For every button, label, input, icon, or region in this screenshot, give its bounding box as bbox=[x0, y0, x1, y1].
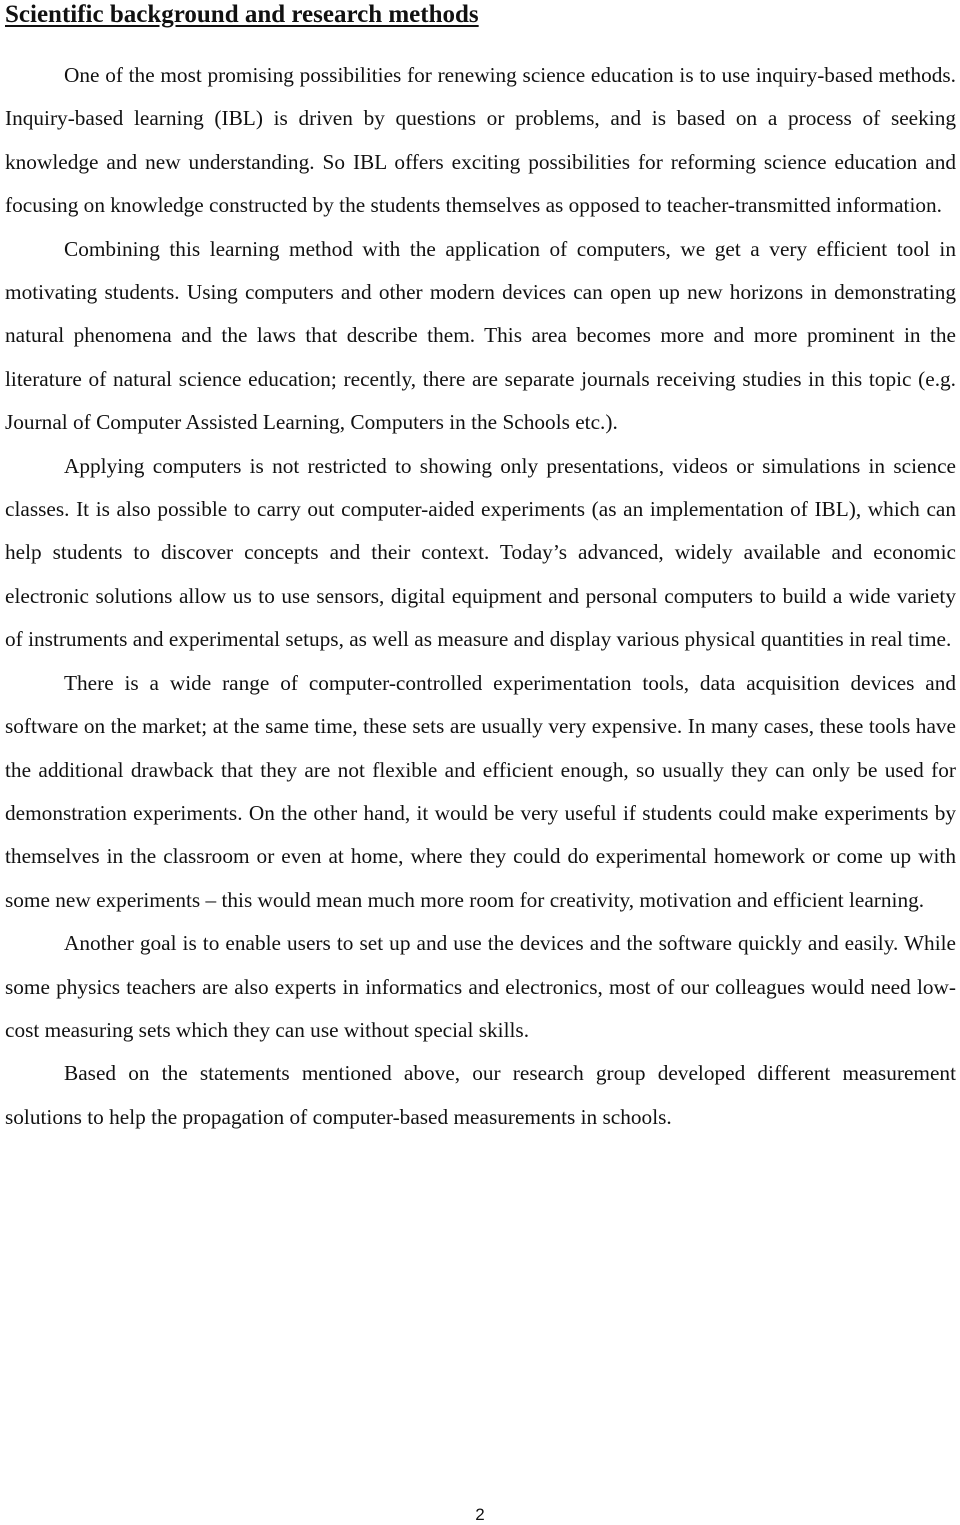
document-page bbox=[5, 0, 956, 1139]
section-heading: Scientific background and research methods bbox=[5, 1, 479, 28]
body-text bbox=[5, 54, 956, 1139]
paragraph-computer-aided-experiments: Applying computers is not restricted to showing only presentations, videos or simulations in science classes. It is also possible to carry out computer-aided experiments (as an implementation of IBL), which can help students to discover concepts and their context. Today’s advanced, widely available and economic electronic solutions allow us to use sensors, digital equipment and personal computers to build a wide variety of instruments and experimental setups, as well as measure and display various physical quantities in real time. bbox=[5, 453, 956, 652]
paragraph-computers-motivation: Combining this learning method with the application of computers, we get a very efficient tool in motivating students. Using computers and other modern devices can open up new horizons in demonstrating natural phenomena and the laws that describe them. This area becomes more and more prominent in the literature of natural science education; recently, there are separate journals receiving studies in this topic (e.g. Journal of Computer Assisted Learning, Computers in the Schools etc.). bbox=[5, 236, 956, 435]
paragraph-research-group: Based on the statements mentioned above, our research group developed different measurement solutions to help the propagation of computer-based measurements in schools. bbox=[5, 1061, 956, 1129]
paragraph-ease-of-use: Another goal is to enable users to set up and use the devices and the software quickly and easily. While some physics teachers are also experts in informatics and electronics, most of our colleagues would need low-cost measuring sets which they can use without special skills. bbox=[5, 931, 956, 1042]
paragraph-ibl-intro: One of the most promising possibilities for renewing science education is to use inquiry-based methods. Inquiry-based learning (IBL) is driven by questions or problems, and is based on a process of seeking knowledge and new understanding. So IBL offers exciting possibilities for reforming science education and focusing on knowledge constructed by the students themselves as opposed to teacher-transmitted information. bbox=[5, 63, 956, 218]
paragraph-market-tools: There is a wide range of computer-controlled experimentation tools, data acquisition devices and software on the market; at the same time, these sets are usually very expensive. In many cases, these tools have the additional drawback that they are not flexible and efficient enough, so usually they can only be used for demonstration experiments. On the other hand, it would be very useful if students could make experiments by themselves in the classroom or even at home, where they could do experimental homework or come up with some new experiments – this would mean much more room for creativity, motivation and efficient learning. bbox=[5, 670, 956, 912]
page-number: 2 bbox=[475, 1505, 485, 1524]
